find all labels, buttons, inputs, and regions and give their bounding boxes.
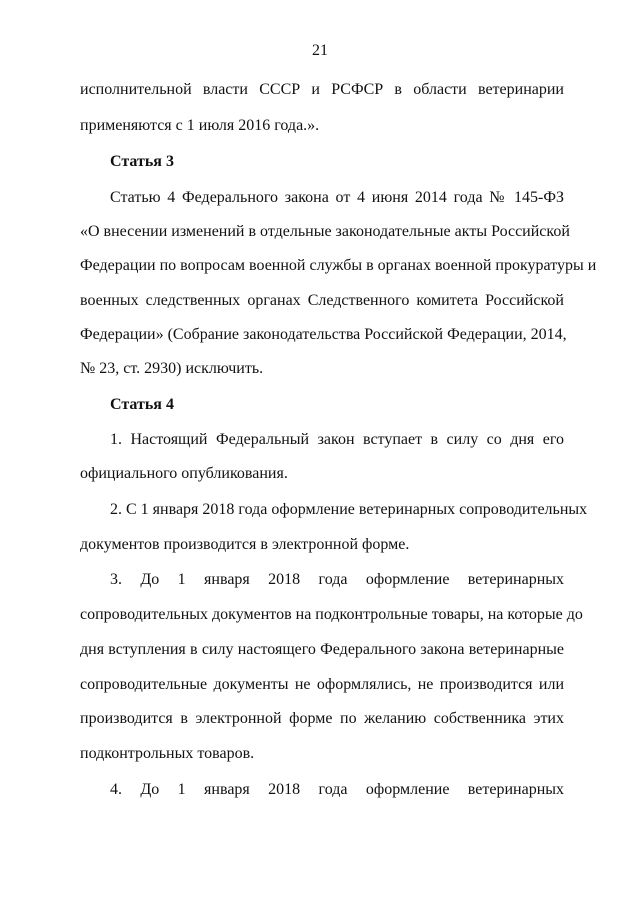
text-line: Федерации» (Собрание законодательства Российской Федерации, 2014, [80,326,567,343]
text-line: 1. Настоящий Федеральный закон вступает в силу со дня его [110,431,564,448]
text-line: сопроводительные документы не оформлялись, не производится или [80,676,564,693]
text-line: официального опубликования. [80,465,288,482]
text-line: 3. До 1 января 2018 года оформление ветеринарных [110,571,564,588]
text-line: 2. С 1 января 2018 года оформление ветеринарных сопроводительных [110,501,588,518]
text-line: исполнительной власти СССР и РСФСР в области ветеринарии [80,81,564,98]
text-line: «О внесении изменений в отдельные законодательные акты Российской [80,223,570,240]
page-number: 21 [312,42,328,59]
text-line: 4. До 1 января 2018 года оформление ветеринарных [110,781,564,798]
text-line: Статью 4 Федерального закона от 4 июня 2014 года № 145-ФЗ [110,189,564,206]
text-line: подконтрольных товаров. [80,745,255,762]
article-3-heading: Статья 3 [110,153,174,170]
text-line: производится в электронной форме по желанию собственника этих [80,710,564,727]
article-4-heading: Статья 4 [110,396,174,413]
text-line: Федерации по вопросам военной службы в органах военной прокуратуры и [80,257,597,274]
text-line: дня вступления в силу настоящего Федерального закона ветеринарные [80,641,564,658]
text-line: применяются с 1 июля 2016 года.». [80,117,320,134]
text-line: военных следственных органах Следственного комитета Российской [80,292,564,309]
text-line: документов производится в электронной форме. [80,536,410,553]
text-line: № 23, ст. 2930) исключить. [80,360,264,377]
text-line: сопроводительных документов на подконтрольные товары, на которые до [80,606,583,623]
